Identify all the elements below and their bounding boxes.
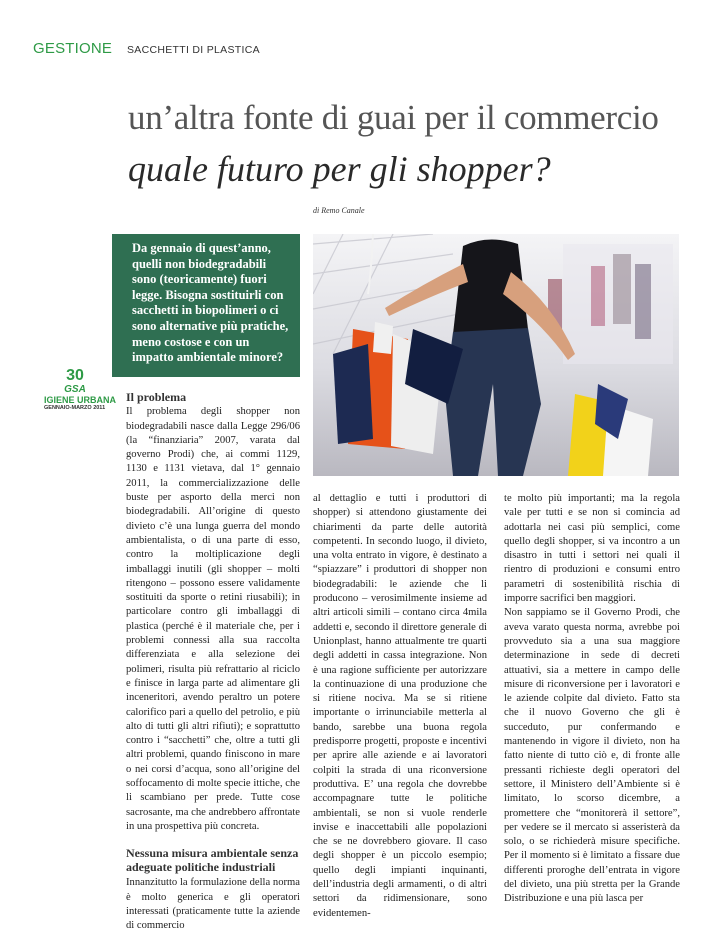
section-label: GESTIONE	[33, 40, 113, 57]
paragraph: al dettaglio e tutti i produttori di shopper) si attendono giustamente dei chiarimenti da parte delle autorità competenti. In secondo luogo, il divieto, una volta entrato in vigore, è destinato a “spiazzare” i produttori di shopper non biodegradabili: le aziende che li producono – verosimilmente insieme ad altri articoli simili – contano circa 4mila addetti e, secondo il direttore generale di Unionplast, hanno attualmente tre quarti degli addetti in cassa integrazione. Non è una ragione sufficiente per autorizzare la continuazione di una produzione che si ritiene nociva. Ma se si ritiene importante o irrinunciabile metterla al bando, sarebbe una buona regola predisporre progetti, proposte e incentivi per aprire alle aziende e ai lavoratori colpiti la strada di una riconversione produttiva. E’ una regola che dovrebbe accompagnare tutte le politiche ambientali, se non si vuole renderle invise e inaccettabili alle popolazioni che se ne dovrebbero giovare. Il caso degli shopper è un piccolo esempio; quello degli impianti inquinanti, dell’industria degli armamenti, o di altri settori da ridimensionare, sono evidentemen-	[313, 493, 487, 919]
byline: di Remo Canale	[313, 206, 365, 215]
lead-box: Da gennaio di quest’anno, quelli non biodegradabili sono (teoricamente) fuori legge. Bisogna sostituirli con sacchetti in biopolimeri o ci sono alternative più pratiche, meno costose e con un impatto ambientale minore?	[112, 234, 300, 377]
article-column-2	[313, 492, 487, 921]
title-line-1: un’altra fonte di guai per il commercio	[128, 98, 659, 137]
photo-illustration	[313, 234, 679, 476]
paragraph: Il problema degli shopper non biodegradabili nasce dalla Legge 296/06 (la “finanziaria” 2007, varata dal governo Prodi) che, ai commi 1129, 1130 e 1131 vietava, dal 1° gennaio 2011, la commercializzazione delle buste per asporto della merci non biodegradabili. All’origine di questo divieto c’è una lunga guerra del mondo ambientalista, o di una parte di esso, contro la moltiplicazione degli imballaggi inutili (gli shopper – molti ritengono – possono essere validamente sostituiti da sporte o retini riusabili); in particolare contro gli imballaggi di plastica (perché è il materiale che, per i problemi connessi alla sua raccolta differenziata e alla selezione dei polimeri, risulta più refrattario al riciclo e finisce in larga parte ad alimentare gli inceneritori, avendo peraltro un potere calorifico pari a quello del petrolio, e più alto di tutti gli altri rifiuti); e soprattutto contro i “sacchetti” che, oltre a tutti gli altri problemi, quando finiscono in mare o nei corsi d’acqua, sono all’origine del soffocamento di molte specie ittiche, che li scambiano per prede. Tutte cose sacrosante, ma che andrebbero affrontate in una prospettiva più concreta.	[126, 406, 300, 832]
article-column-1	[126, 390, 300, 933]
magazine-name: IGIENE URBANA	[44, 395, 117, 405]
article-column-3	[504, 492, 680, 907]
paragraph: te molto più importanti; ma la regola vale per tutti e se non si comincia ad adottarla nei casi più semplici, come quello degli shopper, si va incontro a un disastro in tutti i settori nei quali il rientro di produzioni e consumi entro parametri di sostenibilità rischia di imporre sacrifici ben maggiori.	[504, 493, 680, 605]
issue-date: GENNAIO-MARZO 2011	[44, 405, 106, 411]
paragraph: Non sappiamo se il Governo Prodi, che aveva varato questa norma, avrebbe poi provveduto sia a una sua maggiore determinazione in sede di decreti attuativi, sia a mettere in campo delle misure di riconversione per i lavoratori e le aziende colpite dal divieto. Fatto sta che il nuovo Governo che gli è succeduto, pur confermando e mantenendo in vigore il divieto, non ha fatto niente di tutto ciò e, di fronte alle pressanti richieste degli operatori del settore, il Ministero dell’Ambiente si è limitato, lo scorso dicembre, a promettere che “monitorerà il settore”, per vedere se il mercato si asseristerà da solo, o se richiederà misure specifiche. Per il momento si è limitato a fissare due differenti proroghe dell’entrata in vigore del divieto, una più stretta per la Grande Distribuzione e una più lasca per	[504, 607, 680, 905]
subheading: Nessuna misura ambientale senza adeguate politiche industriali	[126, 846, 299, 875]
title-line-2: quale futuro per gli shopper?	[128, 149, 551, 189]
shopping-woman-photo	[313, 234, 679, 476]
page-number-badge	[44, 367, 117, 412]
page-number: 30	[66, 367, 84, 384]
topic-label: SACCHETTI DI PLASTICA	[127, 44, 260, 56]
paragraph: Innanzitutto la formulazione della norma è molto generica e gli operatori interessati (praticamente tutte la aziende di commercio	[126, 877, 300, 932]
running-header	[33, 40, 703, 60]
subheading: Il problema	[126, 390, 187, 404]
brand-logo: GSA	[64, 384, 86, 395]
